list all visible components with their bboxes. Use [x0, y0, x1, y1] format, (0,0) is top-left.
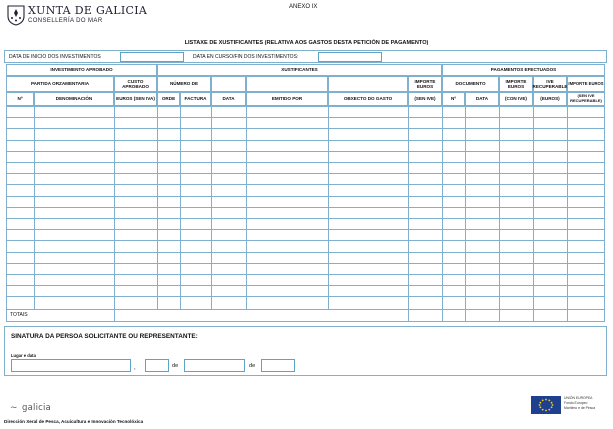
- table-column-line: [211, 106, 212, 309]
- table-column-line: [246, 106, 247, 309]
- xunta-logo: [6, 4, 26, 26]
- table-column-line: [442, 106, 443, 322]
- table-column-line: [408, 106, 409, 322]
- table-column-line: [567, 106, 568, 322]
- table-row-line: [6, 296, 605, 297]
- org-name: XUNTA DE GALICIA: [28, 4, 148, 17]
- table-column-line: [499, 106, 500, 322]
- table-row-line: [6, 196, 605, 197]
- department-name: CONSELLERÍA DO MAR: [28, 18, 103, 24]
- end-date-field[interactable]: [318, 52, 382, 62]
- table-row-line: [6, 117, 605, 118]
- col-order: ORDE: [157, 92, 180, 106]
- table-row-line: [6, 184, 605, 185]
- eu-stars-icon: [531, 396, 561, 414]
- col-euros: (EUROS): [533, 92, 567, 106]
- header-vat-recoverable: IVE RECUPERABLE: [533, 76, 567, 92]
- table-row-line: [6, 140, 605, 141]
- comma-separator: ,: [134, 365, 136, 371]
- table-row-line: [6, 218, 605, 219]
- table-column-line: [114, 106, 115, 322]
- directorate-name: Dirección Xeral de Pesca, Acuicultura e Innovación Tecnolóxica: [4, 419, 144, 424]
- day-field[interactable]: [145, 359, 169, 372]
- galicia-swirl-icon: ~: [10, 403, 18, 413]
- table-column-line: [533, 106, 534, 322]
- table-column-line: [328, 106, 329, 309]
- group-investment: INVESTIMENTO APROBADO: [6, 64, 157, 76]
- header-date-blank: [211, 76, 246, 92]
- place-field[interactable]: [11, 359, 131, 372]
- eu-text-line-1: UNIÓN EUROPEA: [564, 396, 593, 400]
- table-row-line: [6, 162, 605, 163]
- table-row-line: [6, 229, 605, 230]
- vouchers-table: [6, 64, 605, 322]
- eu-fund-text: [564, 396, 595, 411]
- header-document: DOCUMENTO: [442, 76, 499, 92]
- col-invoice: FACTURA: [180, 92, 211, 106]
- totals-label: TOTAIS: [10, 312, 28, 318]
- col-date-2: DATA: [465, 92, 499, 106]
- place-date-label: Lugar e data: [11, 353, 36, 358]
- table-row-line: [6, 274, 605, 275]
- col-issued-by: EMITIDO POR: [246, 92, 328, 106]
- header-budget-item: PARTIDA ORZAMENTARIA: [6, 76, 114, 92]
- shield-icon: [6, 4, 26, 26]
- year-field[interactable]: [261, 359, 295, 372]
- eu-text-line-2: Fondo Europeo: [564, 401, 588, 406]
- form-title: LISTAXE DE XUSTIFICANTES (RELATIVA AOS GASTOS DESTA PETICIÓN DE PAGAMENTO): [184, 40, 429, 46]
- totals-row-line: [6, 309, 605, 310]
- table-row-line: [6, 207, 605, 208]
- header-approved-cost: CUSTO APROBADO: [114, 76, 157, 92]
- table-row-line: [6, 173, 605, 174]
- table-row-line: [6, 151, 605, 152]
- month-field[interactable]: [184, 359, 245, 372]
- group-vouchers: XUSTIFICANTES: [157, 64, 442, 76]
- table-row-line: [6, 128, 605, 129]
- end-date-label: DATA EN CURSO/FIN DOS INVESTIMENTOS:: [193, 54, 299, 60]
- table-column-line: [180, 106, 181, 309]
- col-with-vat: (CON IVE): [499, 92, 533, 106]
- galicia-logo: [10, 397, 51, 415]
- table-column-line: [157, 106, 158, 309]
- col-date: DATA: [211, 92, 246, 106]
- header-object-blank: [328, 76, 408, 92]
- col-no-vat: (SEN IVE): [408, 92, 442, 106]
- col-no-vat-recoverable: (SEN IVE RECUPERABLE): [567, 92, 605, 106]
- header-issued-blank: [246, 76, 328, 92]
- header-number-of: NÚMERO DE: [157, 76, 211, 92]
- header-amount-euros-2: IMPORTE EUROS: [499, 76, 533, 92]
- eu-flag-icon: [531, 396, 561, 414]
- of-label-2: de: [249, 363, 256, 369]
- header-amount-euros: IMPORTE EUROS: [408, 76, 442, 92]
- col-no-2: Nº: [442, 92, 465, 106]
- table-row-line: [6, 252, 605, 253]
- start-date-field[interactable]: [120, 52, 184, 62]
- signature-title: SINATURA DA PERSOA SOLICITANTE OU REPRESENTANTE:: [11, 333, 198, 340]
- col-no: Nº: [6, 92, 34, 106]
- eu-text-line-3: Marítimo e de Pesca: [564, 406, 596, 411]
- table-row-line: [6, 106, 605, 107]
- table-row-line: [6, 240, 605, 241]
- annex-label: ANEXO IX: [289, 4, 318, 10]
- table-row-line: [6, 263, 605, 264]
- group-payments: PAGAMENTOS EFECTUADOS: [442, 64, 605, 76]
- table-row-line: [6, 285, 605, 286]
- start-date-label: DATA DE INICIO DOS INVESTIMENTOS: [9, 54, 101, 60]
- col-expense-object: OBXECTO DO GASTO: [328, 92, 408, 106]
- table-column-line: [34, 106, 35, 309]
- header-amount-euros-3: IMPORTE EUROS: [567, 76, 605, 92]
- of-label-1: de: [172, 363, 179, 369]
- col-euros-no-vat: EUROS (SEN IVA): [114, 92, 157, 106]
- col-denomination: DENOMINACIÓN: [34, 92, 114, 106]
- table-column-line: [465, 106, 466, 322]
- galicia-logo-text: galicia: [22, 403, 51, 413]
